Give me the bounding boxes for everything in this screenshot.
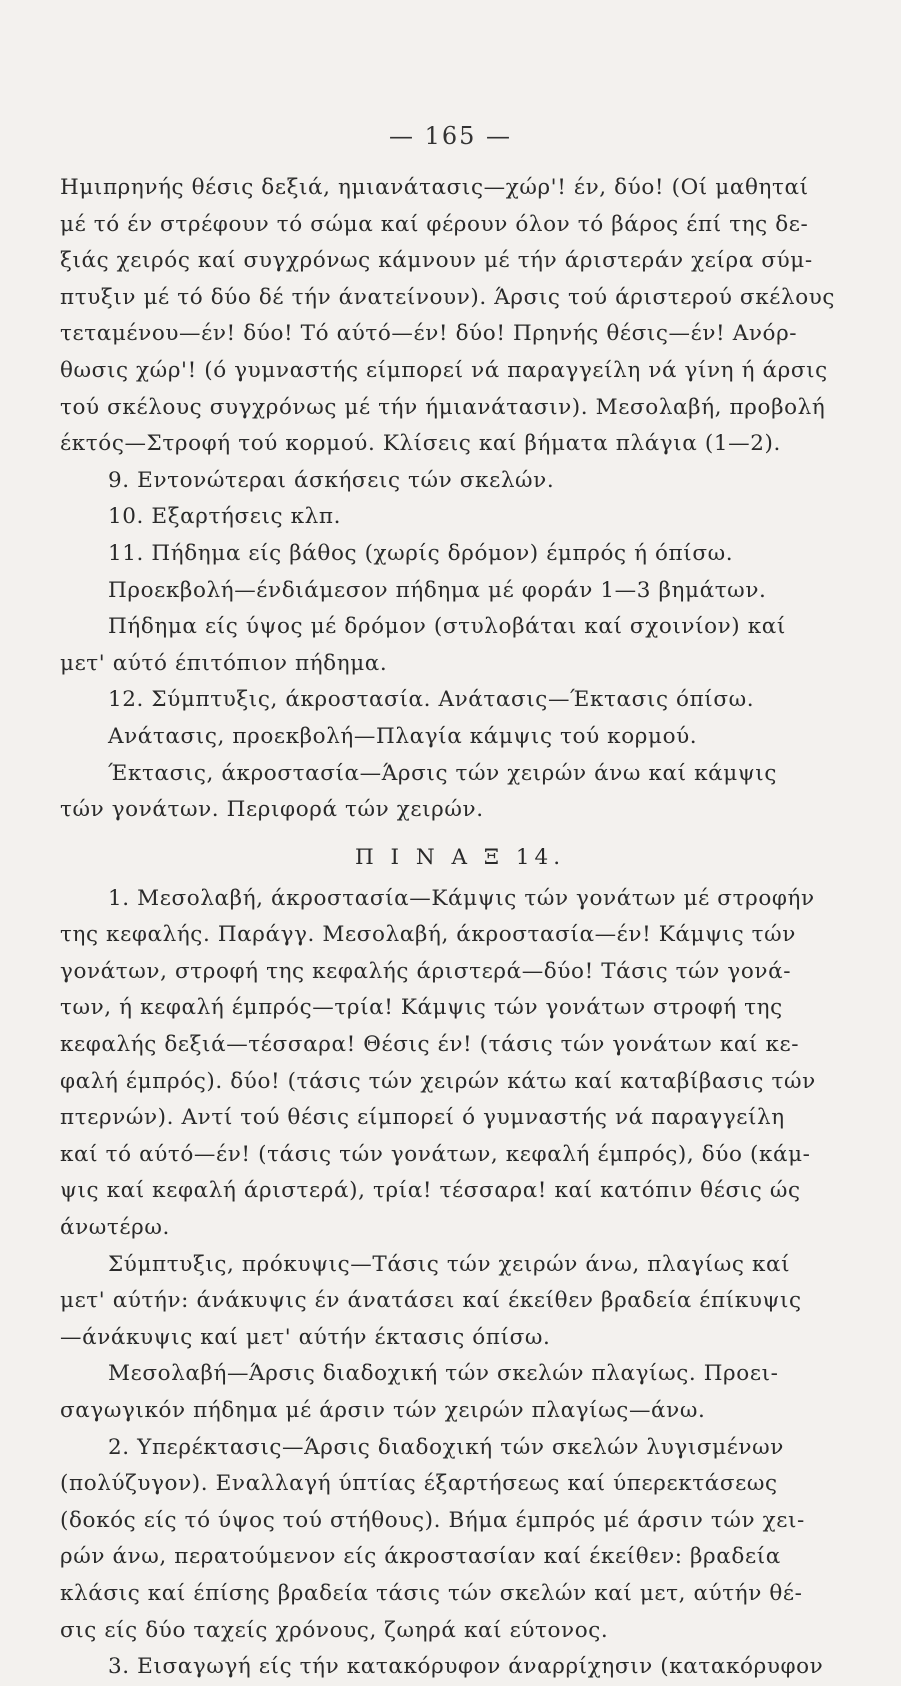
text-line: Πήδημα είς ύψος μέ δρόμον (στυλοβάται καί σχοινίον) καί: [108, 614, 786, 640]
text-line: σαγωγικόν πήδημα μέ άρσιν τών χειρών πλαγίως—άνω.: [60, 1398, 706, 1423]
text-line: σις είς δύο ταχείς χρόνους, ζωηρά καί εύτονος.: [60, 1617, 609, 1643]
text-line: 1. Μεσολαβή, άκροστασία—Κάμψις τών γονάτων μέ στροφήν: [108, 885, 815, 911]
text-line: 11. Πήδημα είς βάθος (χωρίς δρόμον) έμπρός ή όπίσω.: [108, 540, 734, 566]
text-line: 2. Υπερέκτασις—Άρσις διαδοχική τών σκελών λυγισμένων: [108, 1434, 784, 1460]
text-line: έκτός—Στροφή τού κορμού. Κλίσεις καί βήματα πλάγια (1—2).: [60, 431, 781, 457]
text-line: μετ' αύτήν: άνάκυψις έν άνατάσει καί έκείθεν βραδεία έπίκυψις: [60, 1288, 802, 1314]
text-line: μετ' αύτό έπιτόπιον πήδημα.: [60, 650, 388, 676]
page-number: — 165 —: [388, 122, 513, 150]
text-line: ρών άνω, περατούμενον είς άκροστασίαν καί έκείθεν: βραδεία: [60, 1544, 781, 1570]
text-line: θωσις χώρ'! (ό γυμναστής είμπορεί νά παραγγείλη νά γίνη ή άρσις: [60, 357, 828, 383]
text-line: 12. Σύμπτυξις, άκροστασία. Ανάτασις—Έκτασις όπίσω.: [108, 687, 755, 713]
table-heading: Π Ι Ν Α Ξ 14.: [354, 844, 566, 870]
text-line: καί τό αύτό—έν! (τάσις τών γονάτων, κεφαλή έμπρός), δύο (κάμ-: [60, 1141, 811, 1167]
text-line: ξιάς χειρός καί συγχρόνως κάμνουν μέ τήν άριστεράν χείρα σύμ-: [60, 248, 813, 274]
text-line: (δοκός είς τό ύψος τού στήθους). Βήμα έμπρός μέ άρσιν τών χει-: [60, 1507, 805, 1533]
text-line: ψις καί κεφαλή άριστερά), τρία! τέσσαρα! καί κατόπιν θέσις ώς: [60, 1178, 801, 1204]
text-line: Σύμπτυξις, πρόκυψις—Τάσις τών χειρών άνω, πλαγίως καί: [108, 1251, 791, 1277]
text-line: των, ή κεφαλή έμπρός—τρία! Κάμψις τών γονάτων στροφή της: [60, 995, 783, 1021]
text-line: της κεφαλής. Παράγγ. Μεσολαβή, άκροστασία—έν! Κάμψις τών: [60, 922, 796, 948]
text-line: πτυξιν μέ τό δύο δέ τήν άνατείνουν). Άρσις τού άριστερού σκέλους: [60, 284, 836, 310]
text-line: (πολύζυγον). Εναλλαγή ύπτίας έξαρτήσεως καί ύπερεκτάσεως: [60, 1471, 778, 1497]
page-body: [60, 170, 860, 1686]
text-line: Προεκβολή—ένδιάμεσον πήδημα μέ φοράν 1—3 βημάτων.: [108, 577, 767, 603]
text-line: —άνάκυψις καί μετ' αύτήν έκτασις όπίσω.: [60, 1324, 551, 1350]
text-line: Μεσολαβή—Άρσις διαδοχική τών σκελών πλαγίως. Προει-: [108, 1361, 779, 1387]
text-line: κλάσις καί έπίσης βραδεία τάσις τών σκελών καί μετ, αύτήν θέ-: [60, 1580, 803, 1606]
text-line: Ανάτασις, προεκβολή—Πλαγία κάμψις τού κορμού.: [108, 723, 698, 749]
text-line: άνωτέρω.: [60, 1215, 170, 1241]
text-line: Ημιπρηνής θέσις δεξιά, ημιανάτασις—χώρ'! έν, δύο! (Οί μαθηταί: [60, 175, 809, 200]
text-line: 3. Εισαγωγή είς τήν κατακόρυφον άναρρίχησιν (κατακόρυφον: [108, 1654, 824, 1680]
text-line: κεφαλής δεξιά—τέσσαρα! Θέσις έν! (τάσις τών γονάτων καί κε-: [60, 1032, 800, 1058]
text-line: τού σκέλους συγχρόνως μέ τήν ήμιανάτασιν). Μεσολαβή, προβολή: [60, 394, 826, 420]
text-line: τεταμένου—έν! δύο! Τό αύτό—έν! δύο! Πρηνής θέσις—έν! Ανόρ-: [60, 321, 798, 347]
text-line: 9. Εντονώτεραι άσκήσεις τών σκελών.: [108, 467, 555, 493]
text-line: φαλή έμπρός). δύο! (τάσις τών χειρών κάτω καί καταβίβασις τών: [60, 1068, 816, 1094]
text-line: τών γονάτων. Περιφορά τών χειρών.: [60, 797, 484, 823]
text-line: 10. Εξαρτήσεις κλπ.: [108, 504, 342, 530]
text-line: Έκτασις, άκροστασία—Άρσις τών χειρών άνω καί κάμψις: [108, 760, 777, 786]
text-line: μέ τό έν στρέφουν τό σώμα καί φέρουν όλον τό βάρος έπί της δε-: [60, 211, 809, 237]
text-line: γονάτων, στροφή της κεφαλής άριστερά—δύο! Τάσις τών γονά-: [60, 958, 792, 984]
text-line: πτερνών). Αντί τού θέσις είμπορεί ό γυμναστής νά παραγγείλη: [60, 1105, 785, 1131]
